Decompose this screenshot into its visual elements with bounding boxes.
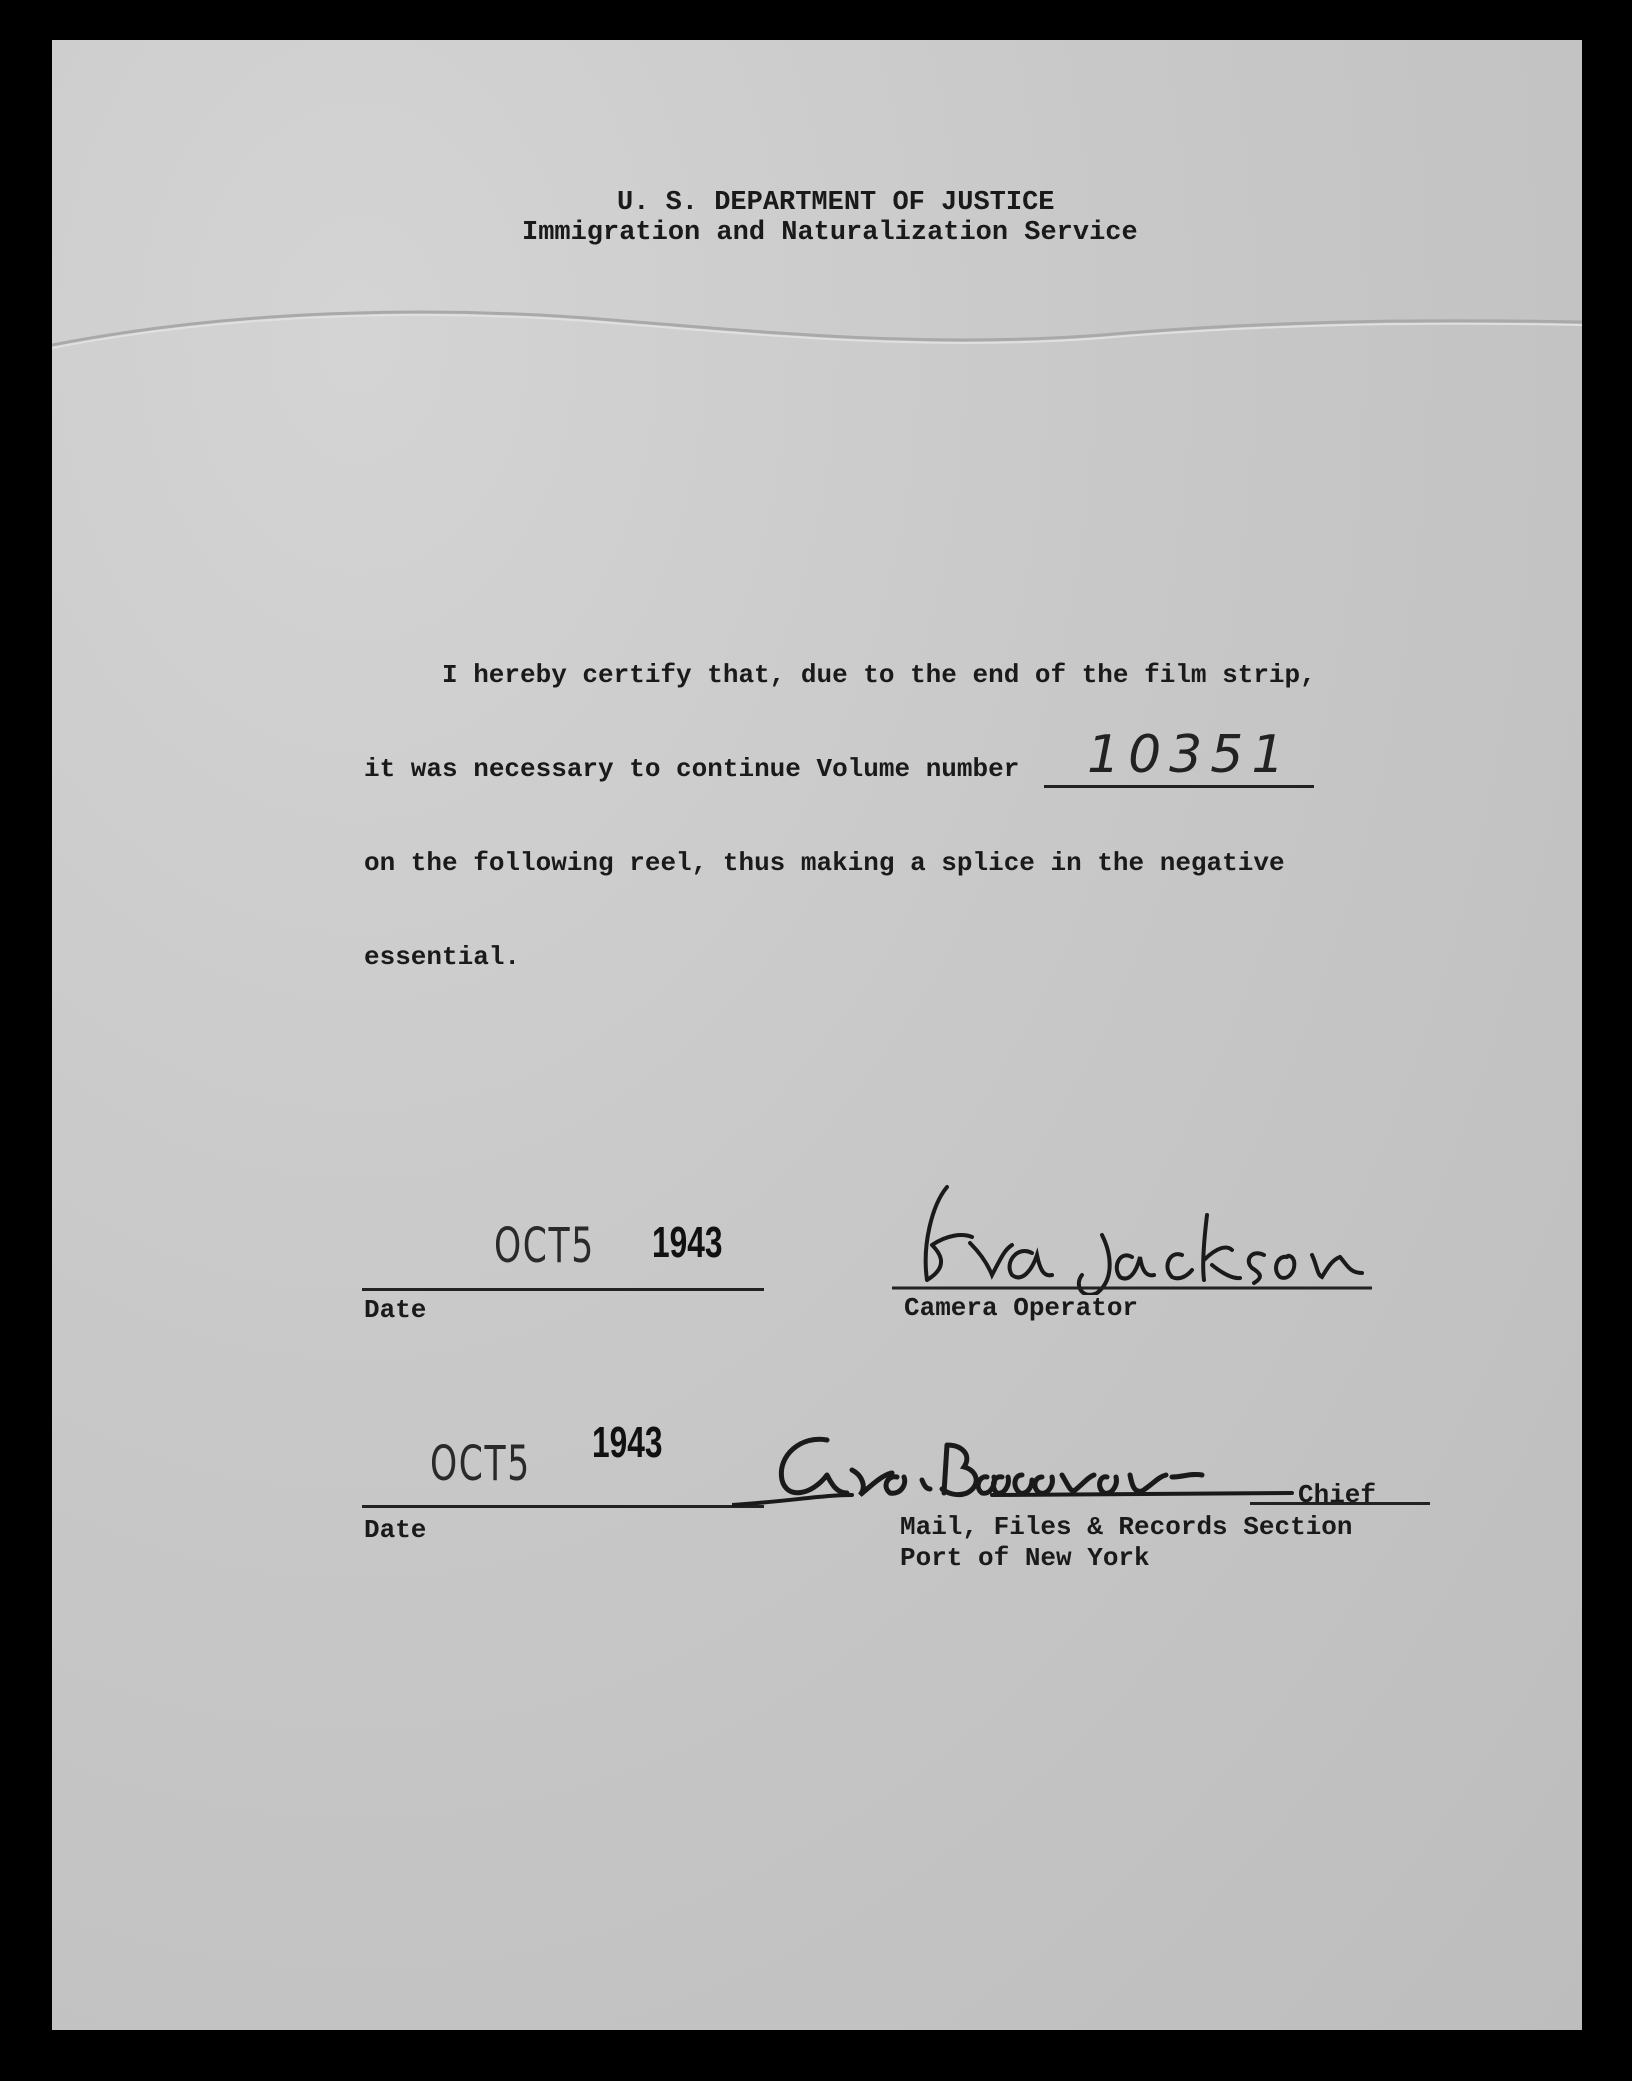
certification-line-3: on the following reel, thus making a splice in the negative: [364, 848, 1285, 878]
date-line-1: [362, 1288, 764, 1291]
date-label-1: Date: [364, 1295, 427, 1325]
camera-operator-signature: [892, 1175, 1372, 1295]
certification-line-4: essential.: [364, 942, 521, 972]
certification-line-2: it was necessary to continue Volume number: [364, 754, 1020, 784]
service-heading: Immigration and Naturalization Service: [522, 218, 1138, 248]
date-stamp-1-month-day: OCT5: [494, 1218, 595, 1274]
paper-fold-crease: [52, 230, 1582, 390]
chief-signature: [732, 1415, 1312, 1515]
date-stamp-1-year: 1943: [652, 1218, 723, 1267]
date-line-2: [362, 1505, 764, 1508]
chief-section-title: Mail, Files & Records Section: [900, 1512, 1353, 1542]
document-page: [52, 40, 1582, 2030]
chief-port-title: Port of New York: [900, 1543, 1150, 1573]
date-label-2: Date: [364, 1515, 427, 1545]
certification-line-1: I hereby certify that, due to the end of the film strip,: [442, 660, 1316, 690]
volume-number-underline: [1044, 785, 1314, 788]
camera-operator-title: Camera Operator: [904, 1293, 1139, 1323]
chief-title: Chief: [1298, 1480, 1377, 1510]
date-stamp-2-year: 1943: [592, 1418, 663, 1467]
date-stamp-2-month-day: OCT5: [430, 1436, 531, 1492]
department-heading: U. S. DEPARTMENT OF JUSTICE: [617, 188, 1055, 218]
volume-number-handwritten: 10351: [1087, 725, 1293, 785]
